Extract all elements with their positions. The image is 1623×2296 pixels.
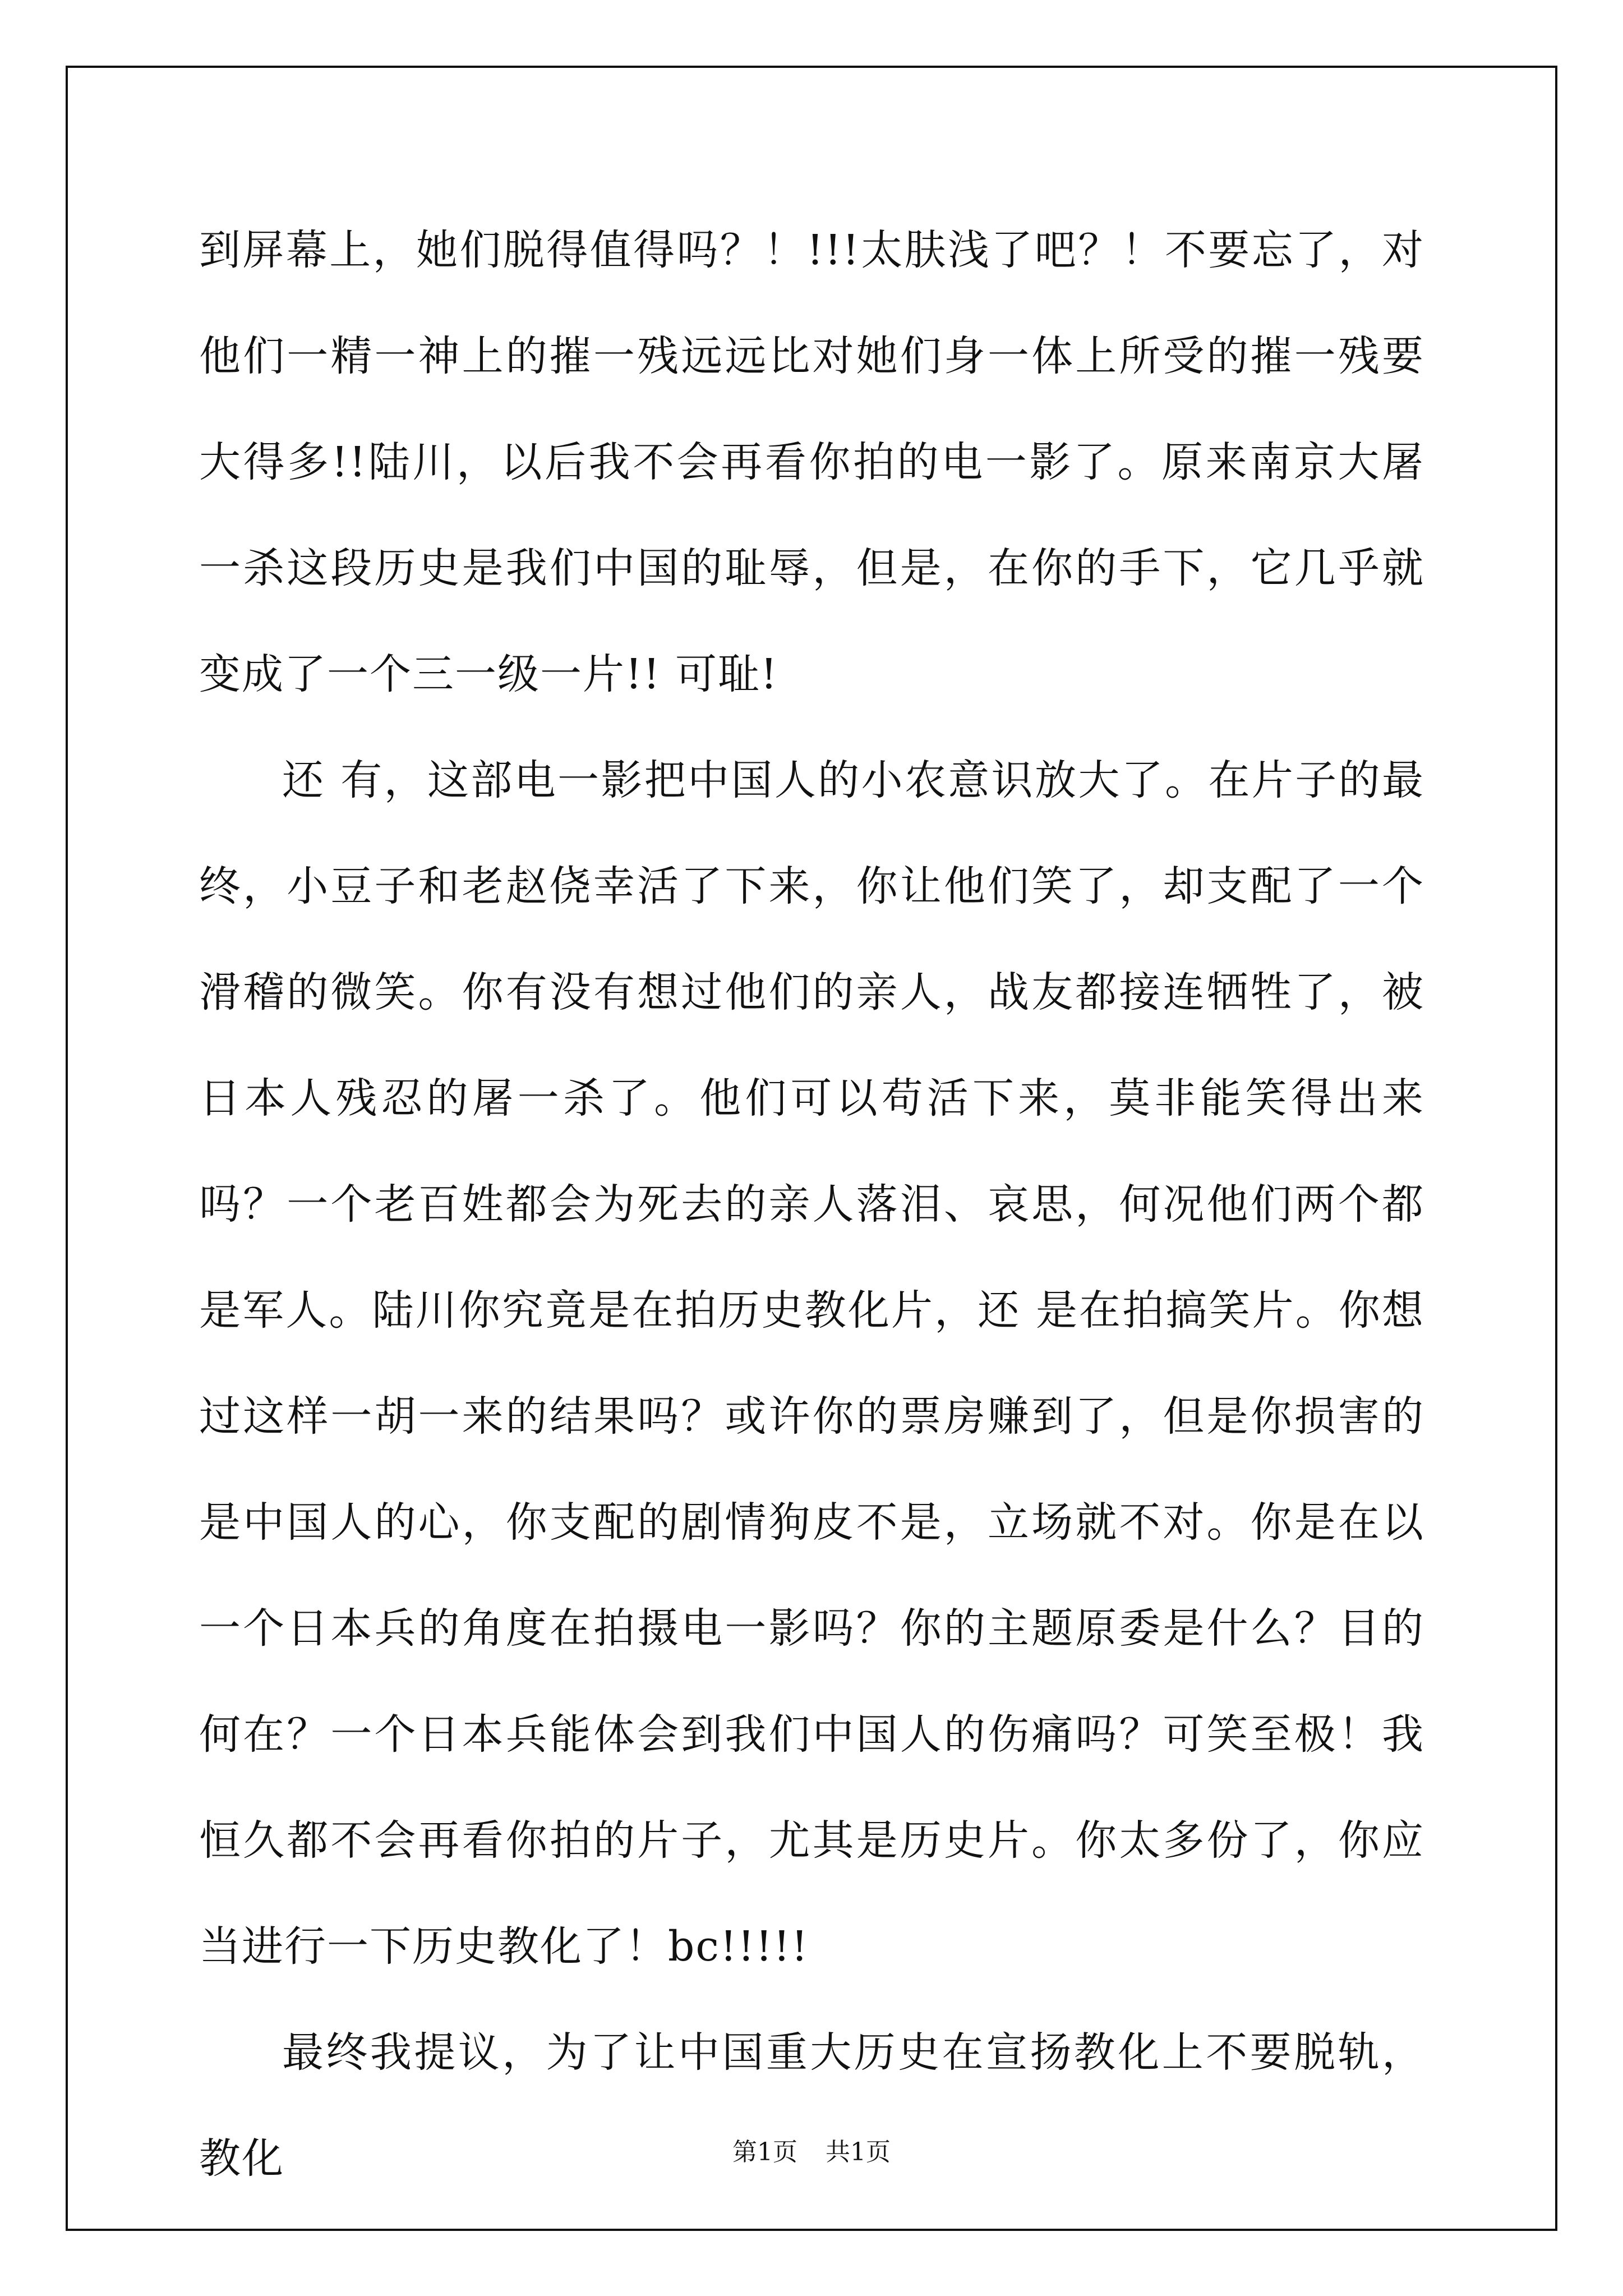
paragraph-2: 还 有，这部电一影把中国人的小农意识放大了。在片子的最终，小豆子和老赵侥幸活了下来，你让他们笑了，却支配了一个滑稽的微笑。你有没有想过他们的亲人，战友都接连牺牲了，被日本人残忍的屠一杀了。他们可以苟活下来，莫非能笑得出来吗？一个老百姓都会为死去的亲人落泪、哀思，何况他们两个都是军人。陆川你究竟是在拍历史教化片，还 是在拍搞笑片。你想过这样一胡一来的结果吗？或许你的票房赚到了，但是你损害的是中国人的心，你支配的剧情狗皮不是，立场就不对。你是在以一个日本兵的角度在拍摄电一影吗？你的主题原委是什么？目的何在？一个日本兵能体会到我们中国人的伤痛吗？可笑至极！我恒久都不会再看你拍的片子，尤其是历史片。你太多份了，你应当进行一下历史教化了！bc!!!!! <box>199 756 1424 1971</box>
page-number: 第1页 <box>732 2138 797 2166</box>
page-total: 共1页 <box>826 2138 891 2166</box>
paragraph-1: 到屏幕上，她们脱得值得吗？！!!!太肤浅了吧？！不要忘了，对他们一精一神上的摧一残远远比对她们身一体上所受的摧一残要大得多!!陆川，以后我不会再看你拍的电一影了。原来南京大屠一杀这段历史是我们中国的耻辱，但是，在你的手下，它几乎就变成了一个三一级一片!! 可耻! <box>199 226 1424 698</box>
page-footer <box>0 2132 1623 2168</box>
document-body <box>199 197 1424 2212</box>
paragraph-3: 最终我提议，为了让中国重大历史在宣扬教化上不要脱轨，教化 <box>199 2028 1424 2183</box>
